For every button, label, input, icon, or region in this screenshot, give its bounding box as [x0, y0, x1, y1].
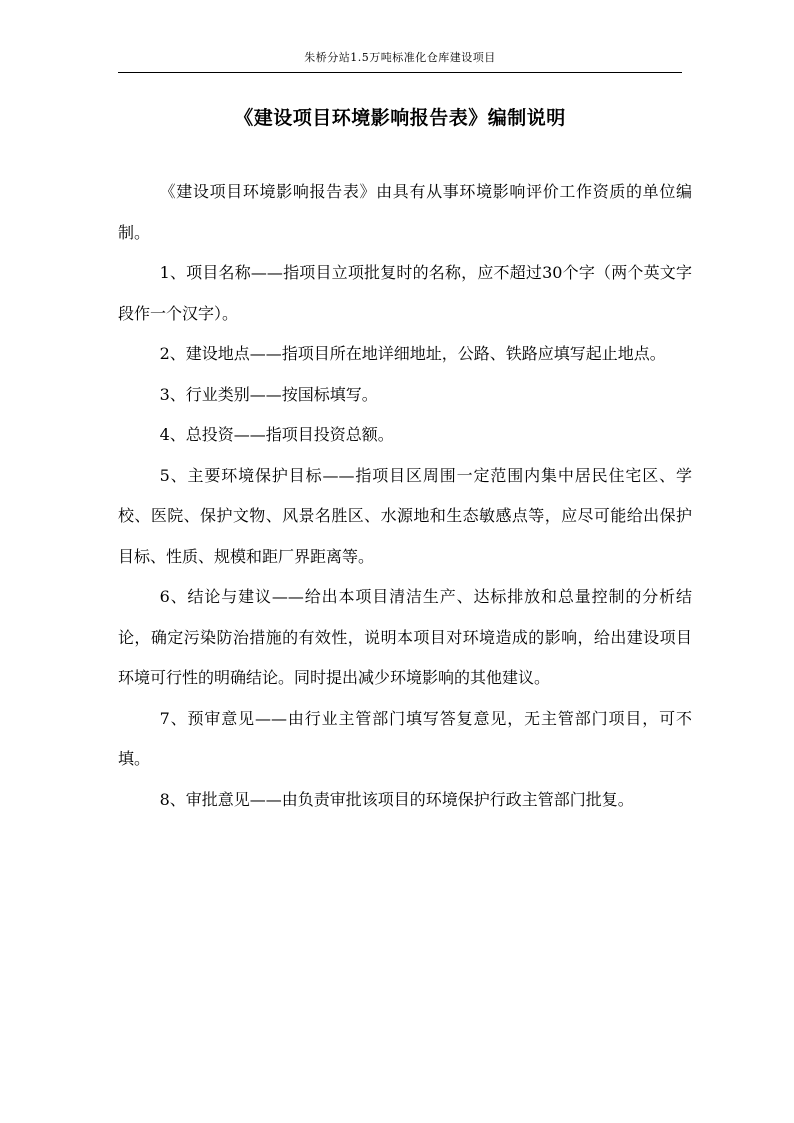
- document-body: [118, 172, 692, 820]
- document-title: 《建设项目环境影响报告表》编制说明: [234, 107, 566, 129]
- item-approval-opinion: 8、审批意见——由负责审批该项目的环境保护行政主管部门批复。: [159, 789, 634, 809]
- item-project-name: 1、项目名称——指项目立项批复时的名称，应不超过30个字（两个英文字段作一个汉字）。: [118, 263, 692, 323]
- item-total-investment: 4、总投资——指项目投资总额。: [159, 425, 394, 444]
- page-header: 朱桥分站1.5万吨标准化仓库建设项目: [304, 51, 496, 64]
- item-preliminary-review: 7、预审意见——由行业主管部门填写答复意见，无主管部门项目，可不填。: [118, 708, 692, 768]
- item-construction-site: 2、建设地点——指项目所在地详细地址，公路、铁路应填写起止地点。: [159, 344, 666, 363]
- item-protection-targets: 5、主要环境保护目标——指项目区周围一定范围内集中居民住宅区、学校、医院、保护文物、风景名胜区、水源地和生态敏感点等，应尽可能给出保护目标、性质、规模和距厂界距离等。: [118, 465, 692, 566]
- header-divider: [118, 72, 682, 73]
- item-industry-category: 3、行业类别——按国标填写。: [159, 384, 378, 404]
- item-conclusions: 6、结论与建议——给出本项目清洁生产、达标排放和总量控制的分析结论，确定污染防治措施的有效性，说明本项目对环境造成的影响，给出建设项目环境可行性的明确结论。同时提出减少环境影响的其他建议。: [118, 587, 692, 687]
- intro-paragraph: 《建设项目环境影响报告表》由具有从事环境影响评价工作资质的单位编制。: [118, 182, 692, 242]
